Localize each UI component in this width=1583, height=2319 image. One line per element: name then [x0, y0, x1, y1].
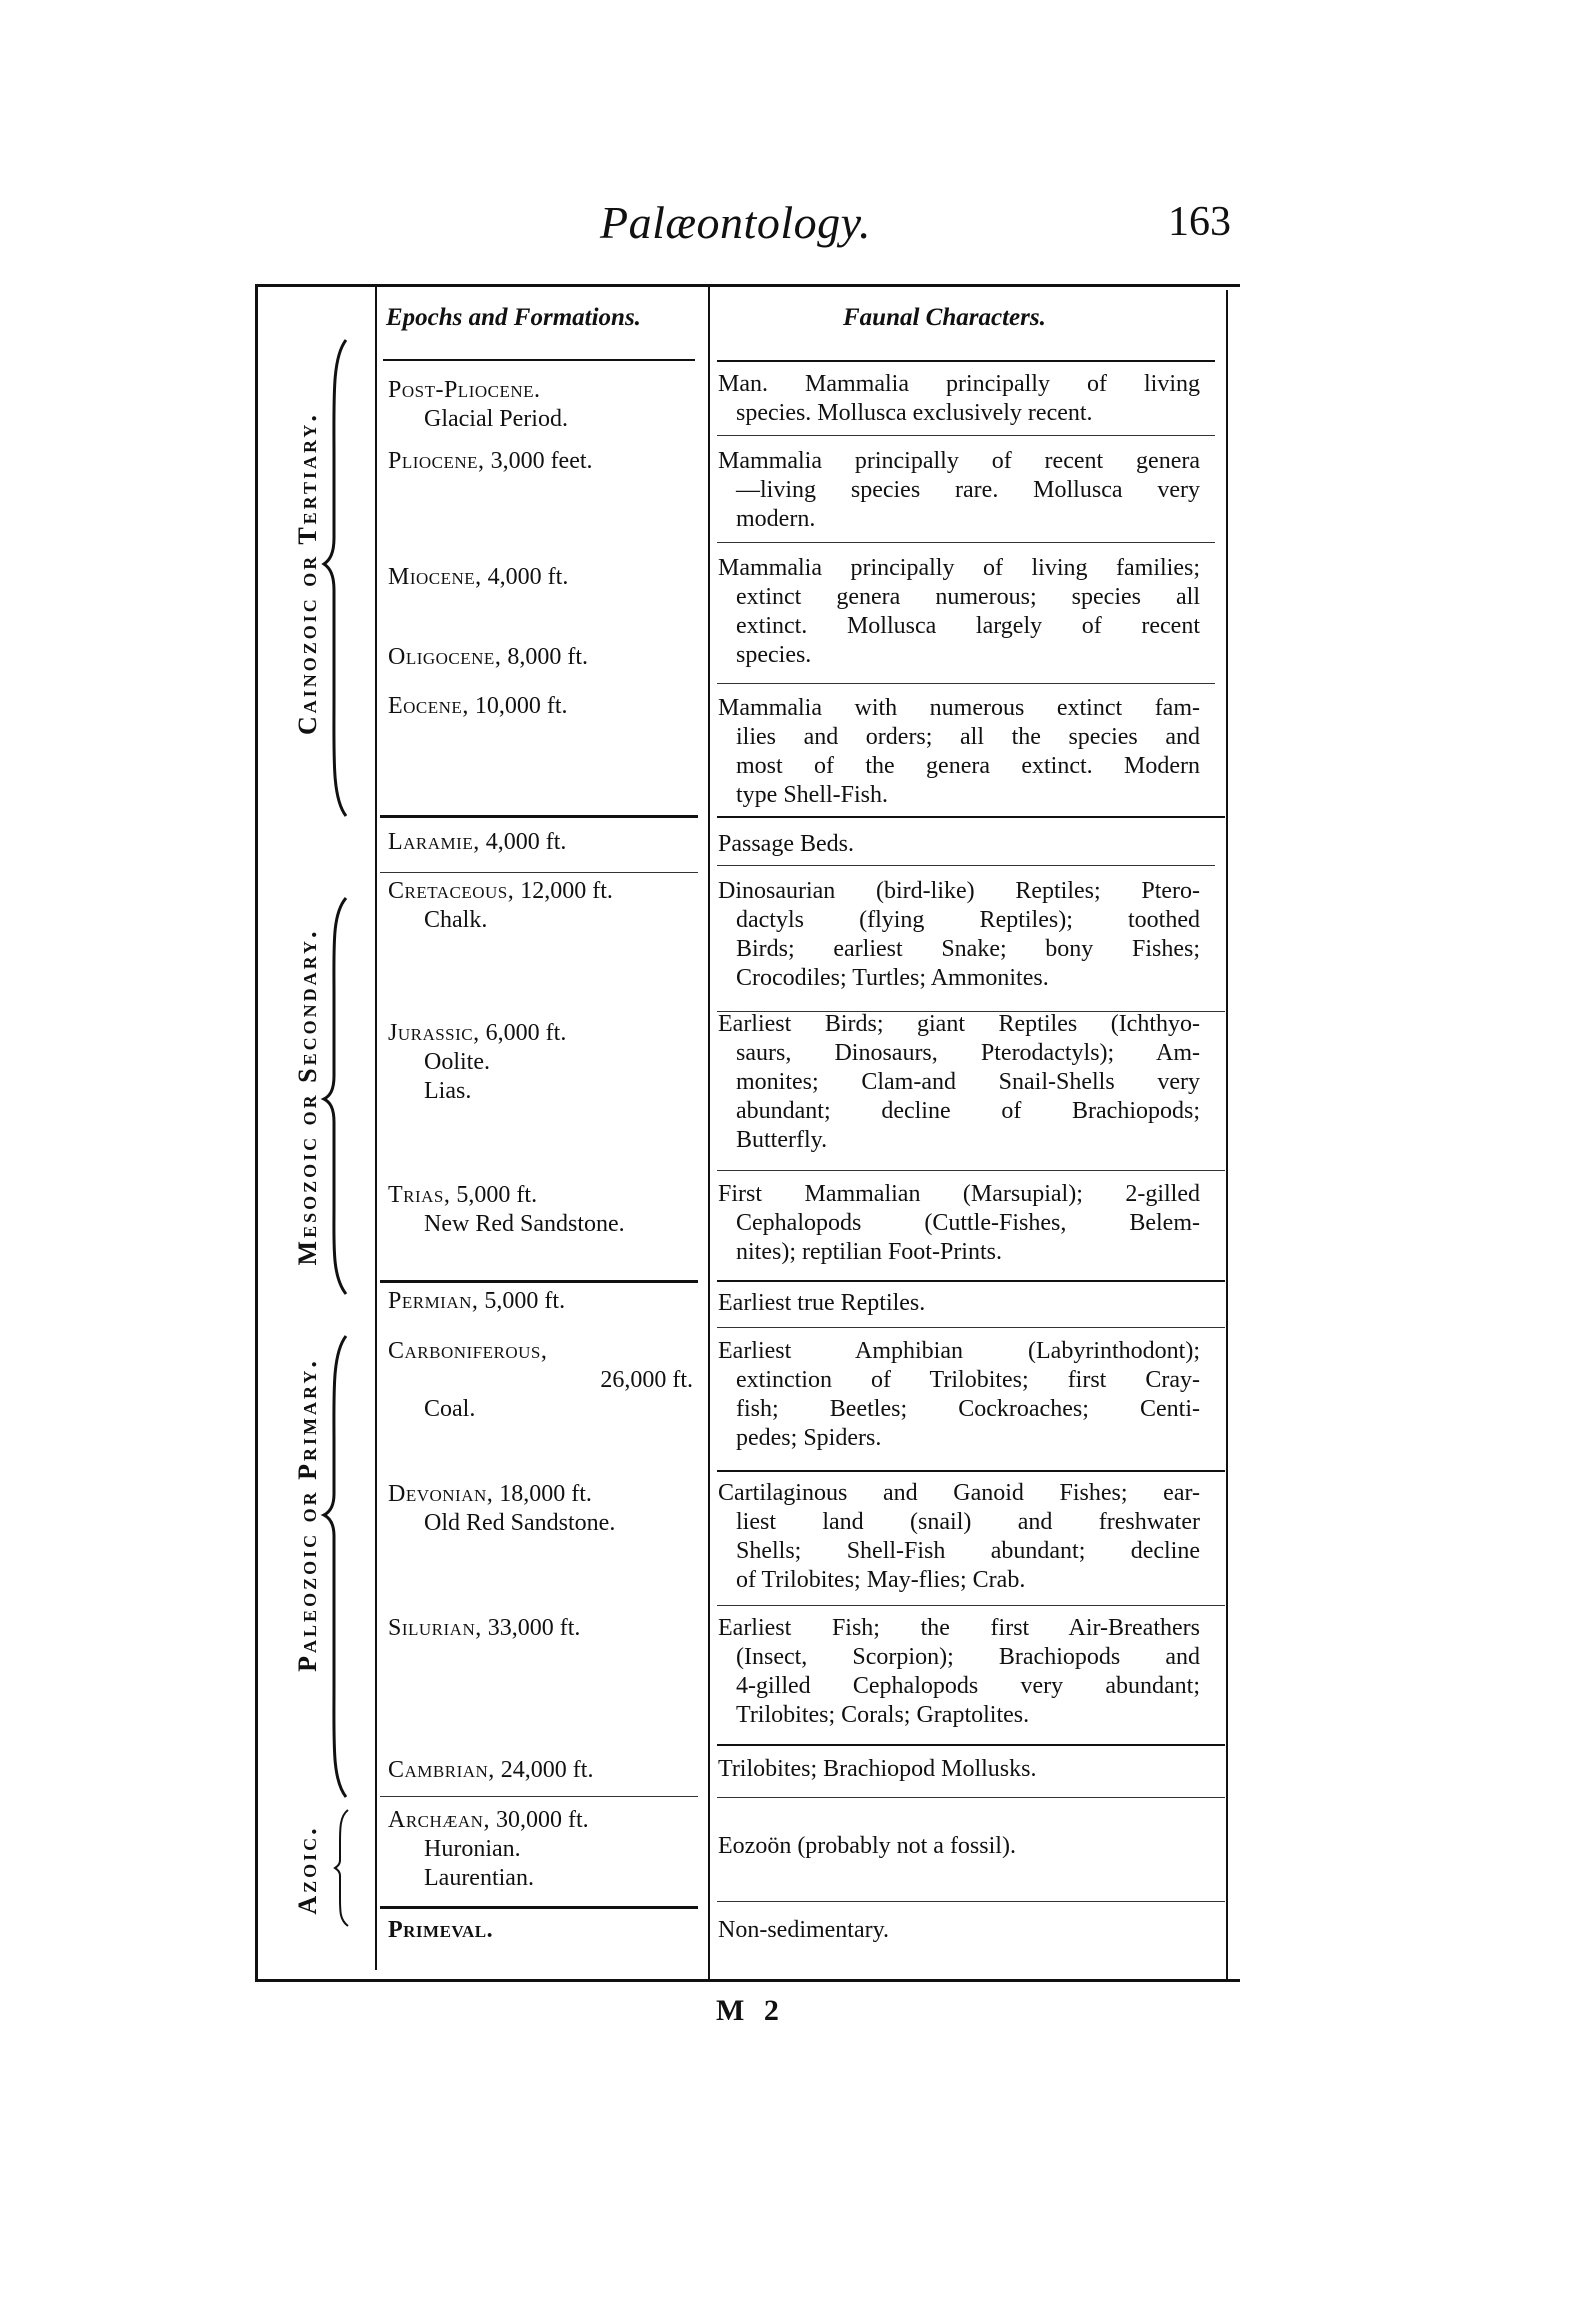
- faunal-archaean: [718, 1832, 1200, 1861]
- formation-jurassic: [388, 1019, 566, 1106]
- formation-eocene: [388, 692, 568, 721]
- column-divider: [708, 285, 710, 1982]
- formation-subdivision: Huronian.: [424, 1836, 521, 1862]
- faunal-rule: [717, 1797, 1225, 1798]
- formation-name: Cambrian,: [388, 1757, 495, 1783]
- faunal-rule: [717, 542, 1215, 543]
- formation-carboniferous: [388, 1337, 693, 1424]
- signature-mark: M 2: [716, 1994, 785, 2027]
- brace-mesozoic-icon: [320, 896, 350, 1296]
- faunal-line: Cephalopods (Cuttle-Fishes, Belem-: [736, 1210, 1200, 1236]
- formation-pliocene: [388, 447, 593, 476]
- faunal-devonian: [718, 1479, 1200, 1595]
- formation-name: Miocene,: [388, 564, 482, 590]
- faunal-line: saurs, Dinosaurs, Pterodactyls); Am-: [736, 1040, 1200, 1066]
- rule-paleozoic-end: [380, 1796, 698, 1797]
- formation-thickness: 4,000 ft.: [487, 564, 569, 590]
- faunal-trias: [718, 1180, 1200, 1267]
- faunal-line: Dinosaurian (bird-like) Reptiles; Ptero-: [718, 878, 1200, 904]
- formation-archaean: [388, 1806, 589, 1893]
- formation-trias: [388, 1181, 625, 1239]
- table-bottom-rule: [255, 1979, 1240, 1982]
- faunal-line: Non-sedimentary.: [718, 1917, 890, 1943]
- faunal-line: Earliest Fish; the first Air-Breathers: [718, 1615, 1200, 1641]
- formation-name: Archæan,: [388, 1807, 490, 1833]
- faunal-line: species.: [736, 642, 812, 668]
- faunal-line: Trilobites; Corals; Graptolites.: [736, 1702, 1030, 1728]
- faunal-rule: [717, 683, 1215, 684]
- formation-name: Permian,: [388, 1288, 479, 1314]
- faunal-line: extinct genera numerous; species all: [736, 584, 1200, 610]
- faunal-eocene: [718, 694, 1200, 810]
- formation-name: Post-Pliocene.: [388, 377, 541, 403]
- faunal-line: Trilobites; Brachiopod Mollusks.: [718, 1756, 1037, 1782]
- formation-cretaceous: [388, 877, 613, 935]
- formation-thickness: 3,000 feet.: [490, 448, 593, 474]
- page-number: 163: [1168, 199, 1231, 245]
- faunal-rule: [717, 1280, 1225, 1282]
- formation-primeval: [388, 1916, 493, 1945]
- faunal-rule: [717, 1470, 1225, 1472]
- formation-name: Silurian,: [388, 1615, 482, 1641]
- faunal-line: Cartilaginous and Ganoid Fishes; ear-: [718, 1480, 1200, 1506]
- formation-thickness: 24,000 ft.: [500, 1757, 594, 1783]
- faunal-rule: [717, 1170, 1225, 1171]
- faunal-rule: [717, 1605, 1225, 1606]
- faunal-line: species. Mollusca exclusively recent.: [736, 400, 1093, 426]
- era-column-divider: [375, 285, 377, 1970]
- brace-paleozoic-icon: [320, 1334, 350, 1799]
- faunal-line: Mammalia principally of living families;: [718, 555, 1200, 581]
- faunal-line: abundant; decline of Brachiopods;: [736, 1098, 1200, 1124]
- faunal-jurassic: [718, 1010, 1200, 1155]
- faunal-laramie: [718, 830, 1200, 859]
- header-faunal-characters: Faunal Characters.: [843, 304, 1046, 331]
- faunal-carboniferous: [718, 1337, 1200, 1453]
- formation-cambrian: [388, 1756, 593, 1785]
- faunal-line: extinct. Mollusca largely of recent: [736, 613, 1200, 639]
- faunal-line: Shells; Shell-Fish abundant; decline: [736, 1538, 1200, 1564]
- era-label-cainozoic: Cainozoic or Tertiary.: [293, 412, 322, 735]
- formation-devonian: [388, 1480, 615, 1538]
- faunal-rule: [717, 1901, 1225, 1902]
- formation-thickness: 30,000 ft.: [495, 1807, 589, 1833]
- faunal-line: Crocodiles; Turtles; Ammonites.: [736, 965, 1049, 991]
- formation-name: Carboniferous,: [388, 1338, 548, 1364]
- formation-thickness: 10,000 ft.: [474, 693, 568, 719]
- era-label-mesozoic: Mesozoic or Secondary.: [293, 928, 322, 1266]
- faunal-line: Birds; earliest Snake; bony Fishes;: [736, 936, 1200, 962]
- formation-laramie: [388, 828, 566, 857]
- formation-name: Oligocene,: [388, 644, 502, 670]
- faunal-line: First Mammalian (Marsupial); 2-gilled: [718, 1181, 1200, 1207]
- formation-subdivision: Laurentian.: [424, 1865, 534, 1891]
- formation-thickness: 12,000 ft.: [520, 878, 613, 904]
- formation-thickness: 6,000 ft.: [485, 1020, 567, 1046]
- faunal-line: of Trilobites; May-flies; Crab.: [736, 1567, 1026, 1593]
- formation-name: Trias,: [388, 1182, 451, 1208]
- rule-mesozoic-end: [380, 1280, 698, 1283]
- faunal-line: monites; Clam-and Snail-Shells very: [736, 1069, 1200, 1095]
- table-top-rule: [255, 284, 1240, 287]
- faunal-line: liest land (snail) and freshwater: [736, 1509, 1200, 1535]
- formation-thickness: 18,000 ft.: [499, 1481, 592, 1507]
- formation-subdivision: Glacial Period.: [424, 406, 568, 432]
- formation-subdivision: Old Red Sandstone.: [424, 1510, 616, 1536]
- faunal-line: Man. Mammalia principally of living: [718, 371, 1200, 397]
- faunal-line: Earliest Amphibian (Labyrinthodont);: [718, 1338, 1200, 1364]
- faunal-line: Earliest Birds; giant Reptiles (Ichthyo-: [718, 1011, 1200, 1037]
- formation-subdivision: Oolite.: [424, 1049, 490, 1075]
- formation-name: Jurassic,: [388, 1020, 480, 1046]
- faunal-rule: [717, 865, 1215, 866]
- formation-name: Primeval.: [388, 1917, 494, 1943]
- formation-post-pliocene: [388, 376, 568, 434]
- formation-permian: [388, 1287, 565, 1316]
- formation-thickness: 33,000 ft.: [487, 1615, 581, 1641]
- faunal-rule: [717, 1744, 1225, 1746]
- formation-thickness: 5,000 ft.: [456, 1182, 538, 1208]
- formation-miocene: [388, 563, 568, 592]
- formation-subdivision: Coal.: [424, 1396, 476, 1422]
- formation-name: Eocene,: [388, 693, 469, 719]
- faunal-line: fish; Beetles; Cockroaches; Centi-: [736, 1396, 1200, 1422]
- rule-laramie-end: [380, 872, 698, 873]
- header-epochs-and-formations: Epochs and Formations.: [386, 304, 641, 331]
- faunal-permian: [718, 1289, 1200, 1318]
- formation-name: Laramie,: [388, 829, 480, 855]
- faunal-line: Earliest true Reptiles.: [718, 1290, 926, 1316]
- formation-thickness: 4,000 ft.: [485, 829, 567, 855]
- header-rule-left: [383, 359, 695, 361]
- faunal-line: (Insect, Scorpion); Brachiopods and: [736, 1644, 1200, 1670]
- faunal-line: type Shell-Fish.: [736, 782, 889, 808]
- header-rule-right: [717, 360, 1215, 362]
- faunal-pliocene: [718, 447, 1200, 534]
- era-label-azoic: Azoic.: [293, 1825, 322, 1915]
- brace-azoic-icon: [332, 1808, 352, 1928]
- formation-subdivision: Lias.: [424, 1078, 472, 1104]
- faunal-post-pliocene: [718, 370, 1200, 428]
- faunal-line: Eozoön (probably not a fossil).: [718, 1833, 1016, 1859]
- faunal-cretaceous: [718, 877, 1200, 993]
- faunal-line: modern.: [736, 506, 816, 532]
- faunal-line: dactyls (flying Reptiles); toothed: [736, 907, 1200, 933]
- faunal-line: most of the genera extinct. Modern: [736, 753, 1200, 779]
- table-right-border: [1226, 290, 1228, 1982]
- faunal-silurian: [718, 1614, 1200, 1730]
- faunal-miocene-oligocene: [718, 554, 1200, 670]
- running-title: Palæontology.: [600, 197, 871, 248]
- faunal-cambrian: [718, 1755, 1200, 1784]
- faunal-line: Mammalia with numerous extinct fam-: [718, 695, 1200, 721]
- formation-subdivision: Chalk.: [424, 907, 488, 933]
- rule-azoic-end: [380, 1906, 698, 1909]
- formation-subdivision: New Red Sandstone.: [424, 1211, 625, 1237]
- faunal-rule: [717, 816, 1225, 818]
- table-left-border: [255, 285, 258, 1982]
- faunal-line: Butterfly.: [736, 1127, 828, 1153]
- faunal-rule: [717, 435, 1215, 436]
- rule-cainozoic-end: [380, 815, 698, 818]
- formation-silurian: [388, 1614, 580, 1643]
- era-label-paleozoic: Paleozoic or Primary.: [293, 1358, 322, 1672]
- formation-thickness: 5,000 ft.: [484, 1288, 566, 1314]
- faunal-line: nites); reptilian Foot-Prints.: [736, 1239, 1002, 1265]
- formation-name: Pliocene,: [388, 448, 485, 474]
- formation-oligocene: [388, 643, 588, 672]
- faunal-line: Passage Beds.: [718, 831, 854, 857]
- faunal-line: pedes; Spiders.: [736, 1425, 882, 1451]
- faunal-line: extinction of Trilobites; first Cray-: [736, 1367, 1200, 1393]
- formation-thickness: 8,000 ft.: [507, 644, 588, 670]
- formation-name: Cretaceous,: [388, 878, 515, 904]
- faunal-line: ilies and orders; all the species and: [736, 724, 1200, 750]
- formation-name: Devonian,: [388, 1481, 494, 1507]
- brace-cainozoic-icon: [320, 338, 350, 818]
- faunal-line: —living species rare. Mollusca very: [736, 477, 1200, 503]
- faunal-primeval: [718, 1916, 1200, 1945]
- faunal-line: 4-gilled Cephalopods very abundant;: [736, 1673, 1200, 1699]
- faunal-line: Mammalia principally of recent genera: [718, 448, 1200, 474]
- faunal-rule: [717, 1327, 1225, 1328]
- formation-thickness: 26,000 ft.: [600, 1367, 693, 1393]
